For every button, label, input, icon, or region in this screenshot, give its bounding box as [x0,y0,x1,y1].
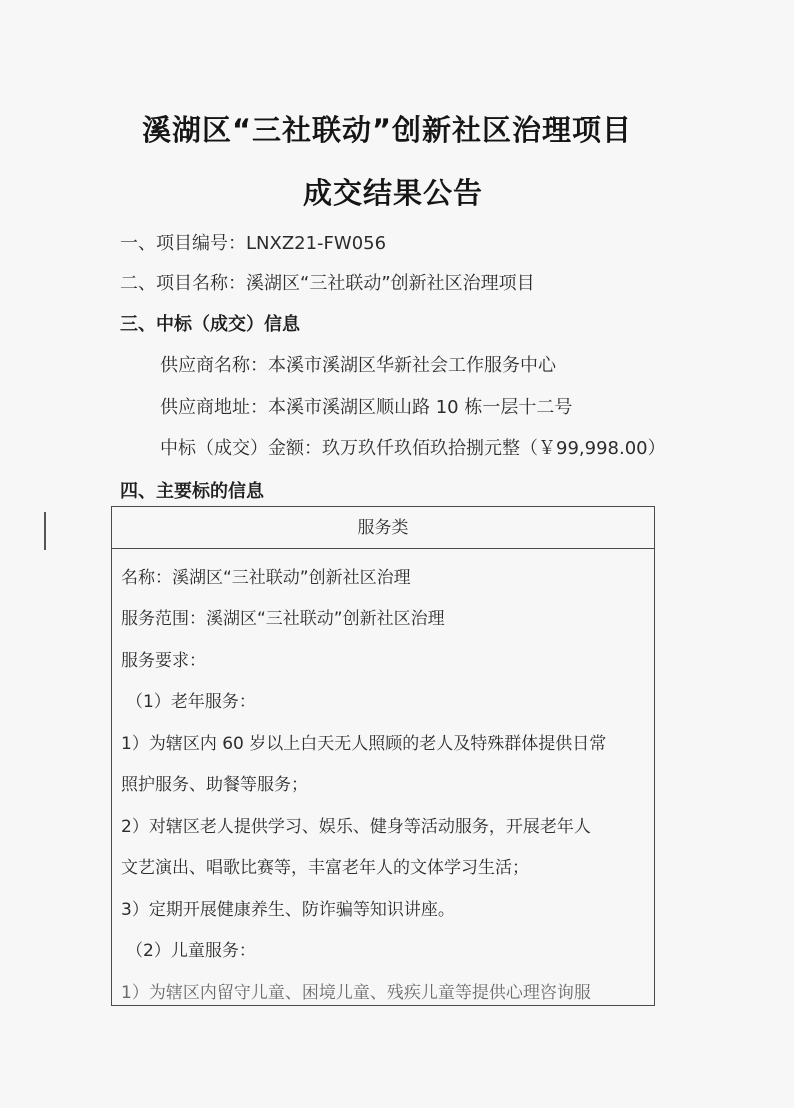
project-name: 二、项目名称：溪湖区“三社联动”创新社区治理项目 [120,273,535,294]
subject-info-table [111,506,655,1006]
margin-scan-mark [44,512,46,550]
project-number: 一、项目编号：LNXZ21-FW056 [120,233,387,254]
table-row: 1）为辖区内留守儿童、困境儿童、残疾儿童等提供心理咨询服 [121,983,591,1003]
table-row: 1）为辖区内 60 岁以上白天无人照顾的老人及特殊群体提供日常 [121,734,607,754]
table-row: 名称：溪湖区“三社联动”创新社区治理 [121,568,411,588]
table-row: （2）儿童服务： [126,941,256,961]
table-row: 2）对辖区老人提供学习、娱乐、健身等活动服务，开展老年人 [121,817,591,837]
table-row: 服务要求： [121,651,206,671]
supplier-name: 供应商名称：本溪市溪湖区华新社会工作服务中心 [160,355,556,376]
award-amount: 中标（成交）金额：玖万玖仟玖佰玖拾捌元整（￥99,998.00） [160,438,666,459]
table-row: 照护服务、助餐等服务； [121,775,308,795]
table-row: 文艺演出、唱歌比赛等，丰富老年人的文体学习生活； [121,858,529,878]
document-title: 溪湖区“三社联动”创新社区治理项目 [141,113,633,147]
table-header: 服务类 [112,507,654,549]
table-row: （1）老年服务： [126,692,256,712]
award-info-heading: 三、中标（成交）信息 [120,314,300,335]
supplier-address: 供应商地址：本溪市溪湖区顺山路 10 栋一层十二号 [160,397,573,418]
main-subject-heading: 四、主要标的信息 [120,481,264,502]
document-subtitle: 成交结果公告 [302,176,483,210]
table-row: 服务范围：溪湖区“三社联动”创新社区治理 [121,609,445,629]
table-row: 3）定期开展健康养生、防诈骗等知识讲座。 [121,900,455,920]
